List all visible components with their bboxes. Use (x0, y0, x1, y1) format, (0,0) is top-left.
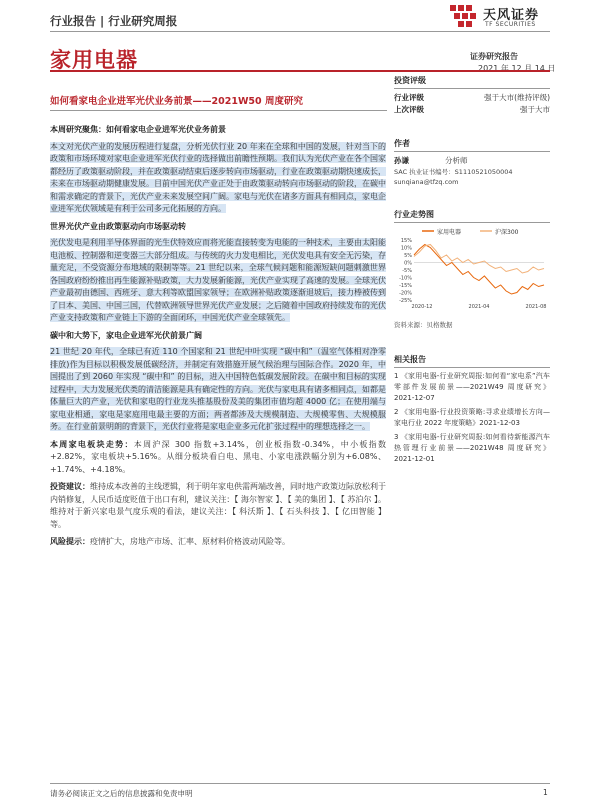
industry-rating-label: 行业评级 (394, 93, 424, 102)
related-report-1[interactable]: 1 《家用电器-行业研究周报:如何看“家电系”汽车零部件发展前景——2021W49 周度研究》 2021-12-07 (394, 372, 550, 402)
y-tick-label: -15% (399, 283, 412, 289)
report-type: 证券研究报告 (470, 52, 518, 61)
risk-label: 风险提示： (50, 537, 90, 546)
legend-label: 家用电器 (437, 229, 462, 236)
series-line (414, 245, 544, 295)
advice-label: 投资建议： (50, 482, 90, 491)
focus-heading: 本周研究聚焦：如何看家电企业进军光伏业务前景 (50, 125, 226, 134)
x-tick-label: 2021-04 (468, 304, 490, 310)
y-tick-label: -20% (399, 290, 412, 297)
author-row (394, 155, 550, 167)
author-sac: SAC 执业证书编号：S1110521050004 (394, 168, 513, 176)
x-tick-label: 2020-12 (411, 304, 433, 310)
x-tick-label: 2021-08 (525, 304, 547, 310)
report-date: 2021 年 12 月 14 日 (478, 64, 556, 73)
risk-text: 疫情扩大，房地产市场、汇率、原材料价格波动风险等。 (90, 537, 290, 546)
related-report-3[interactable]: 3 《家用电器-行业研究周报:如何看待新能源汽车热管理行业前景——2021W48 周度研究》 2021-12-01 (394, 433, 550, 463)
last-rating-value: 强于大市 (520, 105, 550, 114)
main-content (50, 124, 386, 554)
header-divider (50, 31, 550, 32)
section-heading-policy: 世界光伏产业由政策驱动向市场驱动转 (50, 221, 186, 231)
related-report-2[interactable]: 2 《家用电器-行业投资策略:寻求业绩增长方向—家电行业 2022 年度策略》2021-12-03 (394, 408, 550, 427)
policy-text: 光伏发电是利用半导体界面的光生伏特效应而将光能直接转变为电能的一种技术，主要由太阳能电池板、控制器和逆变器三大部分组成。与传统的火力发电相比，光伏发电具有安全无污染，存量充足，不受资源分布地域的限制等等。21 世纪以来，全球气候问题和能源短缺问题刺激世界各国政府纷纷推出再生能源补贴政策，大力发展新能源，光伏产业实现了高速的发展。全球光伏产业最初由德国、西班牙、意大利等欧盟国家领导；在欧洲补贴政策逐渐退坡后，接力棒被传到了日本、美国、中国三国，代替欧洲领导世界光伏产业发展；之后随着中国政府持续发布的光伏产业支持政策和产业链上下游的全面闭环，中国光伏产业全球领先。 (50, 238, 386, 322)
sidebar (394, 75, 550, 468)
focus-text: 本文对光伏产业的发展历程进行复盘，分析光伏行业 20 年来在全球和中国的发展，针对当下的政策和市场环境对家电企业进军光伏行业的选择做出前瞻性预期。我们认为光伏产业在各个国家都经历了政策驱动阶段，并在政策驱动结束后逐步转向市场驱动，行业在政策驱动期快速成长，未来在市场驱动期健康发展。目前中国光伏产业正处于由政策驱动转向市场驱动的阶段，在碳中和需求确定的背景下，光伏产业未来发展空间广阔。家电与光伏在诸多方面具有相同点，家电企业进军光伏领域是有利于公司多元化拓展的方向。 (50, 141, 386, 213)
author-name: 孙谦 (394, 156, 409, 165)
section-heading-carbon: 碳中和大势下，家电企业进军光伏前景广阔 (50, 330, 202, 340)
series-line (414, 245, 544, 274)
company-logo-text: 天风证券 (483, 8, 540, 23)
y-tick-label: 0% (404, 260, 412, 267)
subtitle-divider (50, 110, 387, 111)
report-subtitle: 如何看家电企业进军光伏业务前景——2021W50 周度研究 (50, 96, 303, 107)
industry-rating-row (394, 92, 550, 104)
risk-paragraph (50, 536, 386, 549)
footer-disclaimer: 请务必阅读正文之后的信息披露和免责申明 (50, 789, 193, 798)
y-tick-label: 15% (400, 238, 412, 244)
advice-paragraph (50, 481, 386, 531)
advice-text: 维持成本改善的主线逻辑，利于明年家电供需两端改善，同时地产政策边际放松利于内销修复，人民币适度贬值于出口有利，建议关注：【 海尔智家 】、【 美的集团 】、【 苏泊尔 】。维持对于新兴家电景气度乐观的看法，建议关注：【 科沃斯 】、【 石头科技 】、【 亿田智能 】等。 (50, 482, 386, 529)
weekly-label: 本周家电板块走势： (50, 439, 134, 449)
y-tick-label: -25% (399, 298, 412, 304)
carbon-text: 21 世纪 20 年代，全球已有近 110 个国家和 21 世纪中叶实现 “碳中和”（温室气体相对净零排放)作为目标以积极发展低碳经济，并制定有效措施开展气候治理与国际合作。2020 年，中国提出了到 2060 年实现 “碳中和” 的目标，进入中国特色低碳发展阶段。在碳中和目标的实现过程中，大力发展光伏类的清洁能源是具有确定性的方向。光伏与家电具有诸多相同点，如都是体量巨大的产业，光伏和家电的行业龙头推基股份及美的集团市值均超 4000 亿；在使用端与家电业相通，家电是家庭用电最主要的方面；两者都涉及大规模制造、大规模零售、大规模服务。在行业前景明朗的背景下，光伏行业将是家电企业多元化扩张过程中的理想选择之一。 (50, 347, 386, 431)
legend-label: 沪深300 (495, 229, 519, 236)
author-email[interactable]: sunqiana@tfzq.com (394, 178, 459, 186)
weekly-paragraph (50, 439, 386, 477)
footer-divider (50, 783, 550, 784)
carbon-paragraph (50, 346, 386, 434)
rating-heading: 投资评级 (394, 75, 550, 89)
page-title: 家用电器 (50, 48, 138, 72)
last-rating-label: 上次评级 (394, 105, 424, 114)
title-divider (50, 70, 550, 72)
page-number: 1 (543, 788, 548, 797)
industry-trend-chart (394, 226, 550, 310)
y-tick-label: -5% (402, 268, 412, 274)
y-tick-label: -10% (399, 275, 412, 282)
weekly-text: 本周沪深 300 指数+3.14%，创业板指数-0.34%，中小板指数+2.82%，家电板块+5.16%。从细分板块看白电、黑电、小家电涨跌幅分别为+6.08%、+1.74%、+4.18%。 (50, 439, 386, 474)
report-category: 行业报告 | 行业研究周报 (50, 14, 178, 28)
y-tick-label: 10% (400, 245, 412, 252)
last-rating-row (394, 104, 550, 116)
focus-paragraph (50, 141, 386, 216)
policy-paragraph (50, 237, 386, 325)
author-heading: 作者 (394, 138, 550, 152)
industry-rating-value: 强于大市(维持评级) (484, 93, 550, 102)
author-role: 分析师 (445, 156, 468, 165)
company-logo-subtext: TF SECURITIES (485, 21, 536, 28)
y-tick-label: 5% (404, 253, 412, 259)
trend-heading: 行业走势图 (394, 209, 550, 223)
chart-source: 资料来源：贝格数据 (394, 321, 453, 329)
company-logo-icon (450, 5, 480, 31)
related-heading: 相关报告 (394, 354, 550, 368)
